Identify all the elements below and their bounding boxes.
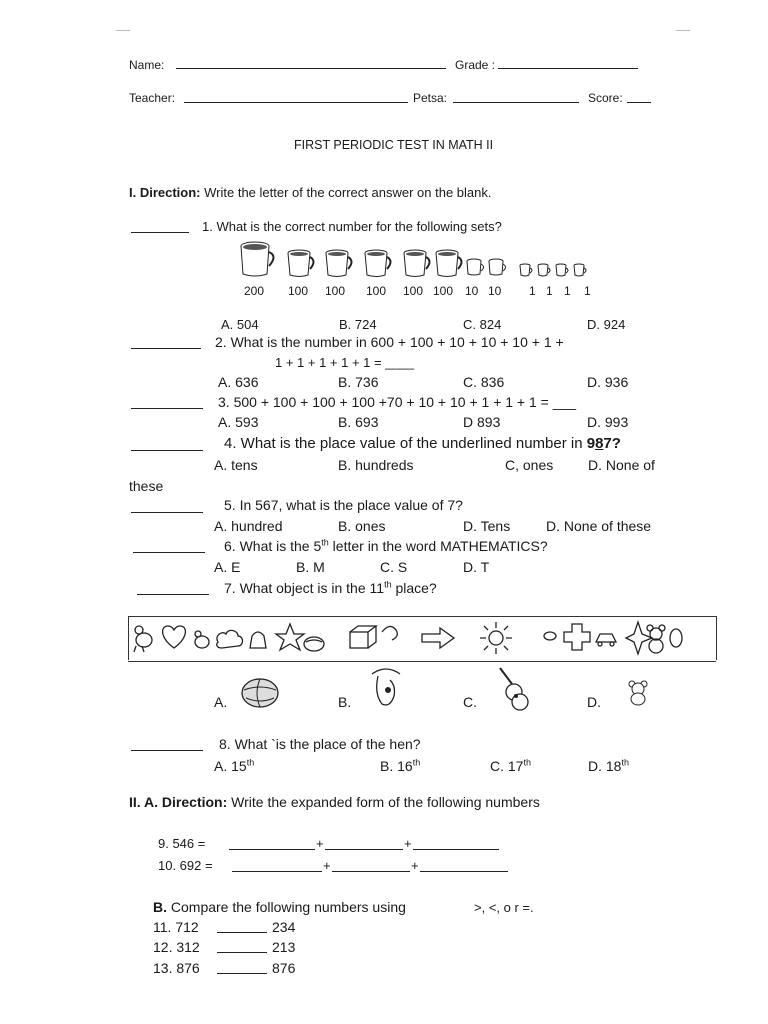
- set-value: 100: [325, 284, 346, 298]
- plus-sign: +: [316, 836, 324, 851]
- bird-icon: [195, 631, 209, 648]
- cloud-icon: [217, 630, 243, 648]
- set-value: 1: [546, 284, 553, 298]
- section1-direction-label: I. Direction:: [129, 185, 201, 200]
- q8-option-d-label: D. 18: [588, 758, 622, 774]
- bird-in-flight-icon: [366, 666, 406, 710]
- corner-mark-right: [676, 30, 690, 31]
- q4-digit-ones: 7?: [603, 435, 621, 452]
- q7-text-pre: 7. What object is in the 11: [224, 580, 385, 596]
- q6-text-pre: 6. What is the 5: [224, 538, 322, 554]
- plus-sign: +: [411, 858, 419, 873]
- cup-icon: [537, 263, 553, 277]
- q2-text: 2. What is the number in 600 + 100 + 10 + 10 + 10 + 1 +: [215, 334, 564, 350]
- section1-direction: [129, 185, 491, 200]
- cup-icon: [555, 263, 571, 277]
- cup-icon: [519, 263, 535, 277]
- q8-option-a-label: A. 15: [214, 758, 247, 774]
- cup-icon: [363, 248, 395, 278]
- q1-text: 1. What is the correct number for the following sets?: [202, 219, 502, 234]
- section2-b-direction: [153, 899, 406, 915]
- q1-option-d[interactable]: D. 924: [587, 317, 626, 332]
- q2-option-c[interactable]: C. 836: [463, 374, 505, 390]
- q6-option-c[interactable]: C. S: [380, 559, 408, 575]
- q2-option-d[interactable]: D. 936: [587, 374, 629, 390]
- teacher-label: Teacher:: [129, 91, 176, 105]
- cup-icon: [573, 263, 589, 277]
- expanded-9-blank-2[interactable]: [325, 849, 403, 850]
- q7-text: [224, 580, 437, 596]
- q8-answer-blank[interactable]: [131, 750, 203, 751]
- set-value: 100: [366, 284, 387, 298]
- car-icon: [596, 634, 616, 646]
- petsa-label: Petsa:: [413, 91, 448, 105]
- q7-option-b[interactable]: B.: [338, 694, 352, 710]
- cup-icon: [402, 248, 434, 278]
- q4-text-main: 4. What is the place value of the underlined number in: [224, 435, 587, 452]
- compare-item-11-left: 11. 712: [153, 919, 199, 935]
- grade-blank[interactable]: [498, 68, 638, 69]
- q1-answer-blank[interactable]: [131, 232, 189, 233]
- set-value: 1: [529, 284, 536, 298]
- star-icon: [276, 624, 304, 650]
- hen-icon: [134, 626, 152, 652]
- bell-icon: [250, 632, 266, 648]
- name-label: Name:: [129, 58, 165, 72]
- q8-option-a-sup: th: [246, 757, 255, 768]
- expanded-9-blank-1[interactable]: [229, 849, 315, 850]
- cup-icon: [324, 248, 356, 278]
- q7-text-post: place?: [391, 580, 437, 596]
- q8-option-c-sup: th: [523, 757, 531, 768]
- compare-item-11-right: 234: [272, 919, 296, 935]
- section2-direction-text: Write the expanded form of the following numbers: [227, 794, 540, 810]
- expanded-10-blank-1[interactable]: [232, 871, 322, 872]
- compare-12-blank[interactable]: [217, 952, 267, 953]
- teddy-bear-icon: [626, 680, 650, 706]
- q6-answer-blank[interactable]: [133, 552, 205, 553]
- compare-item-12-left: 12. 312: [153, 939, 200, 955]
- q3-option-d[interactable]: D. 993: [587, 414, 629, 430]
- q8-option-a[interactable]: [214, 758, 254, 774]
- cup-icon: [434, 248, 466, 278]
- q8-option-d[interactable]: [588, 758, 629, 774]
- q4-option-d-overflow: these: [129, 478, 164, 494]
- section2-direction-label: II. A. Direction:: [129, 794, 228, 810]
- q4-option-a[interactable]: A. tens: [214, 457, 258, 473]
- set-value: 100: [288, 284, 309, 298]
- q5-option-b[interactable]: B. ones: [338, 518, 386, 534]
- set-value: 1: [564, 284, 571, 298]
- set-value: 100: [433, 284, 454, 298]
- q2-answer-blank[interactable]: [131, 348, 201, 349]
- q5-option-a[interactable]: A. hundred: [214, 518, 283, 534]
- q4-answer-blank[interactable]: [131, 450, 203, 451]
- q6-superscript: th: [321, 537, 329, 548]
- q8-option-b[interactable]: [380, 758, 420, 774]
- q6-text-post: letter in the word MATHEMATICS?: [328, 538, 548, 554]
- q4-number: [587, 435, 621, 452]
- q1-option-c[interactable]: C. 824: [463, 317, 502, 332]
- section1-direction-text: Write the letter of the correct answer on the blank.: [200, 185, 492, 200]
- strip-left-edge: [128, 616, 129, 660]
- expanded-10-blank-2[interactable]: [332, 871, 410, 872]
- petsa-blank[interactable]: [453, 102, 579, 103]
- compare-symbols: >, <, o r =.: [474, 900, 534, 915]
- ball-icon: [240, 676, 280, 710]
- heart-icon: [163, 626, 186, 648]
- q1-option-a[interactable]: A. 504: [221, 317, 259, 332]
- q5-answer-blank[interactable]: [131, 512, 203, 513]
- q8-option-b-label: B. 16: [380, 758, 413, 774]
- q4-digit-underlined: 8: [595, 435, 604, 452]
- q3-option-a[interactable]: A. 593: [218, 414, 259, 430]
- sun-icon: [480, 622, 512, 654]
- q7-answer-blank[interactable]: [137, 594, 209, 595]
- q3-option-c[interactable]: D 893: [463, 414, 501, 430]
- compare-item-13-left: 13. 876: [153, 960, 200, 976]
- q4-digit-hundreds: 9: [586, 435, 596, 452]
- set-value: 1: [584, 284, 591, 298]
- teacher-blank[interactable]: [184, 102, 408, 103]
- plus-sign: +: [404, 836, 412, 851]
- four-point-star-icon: [626, 622, 652, 654]
- q8-option-c[interactable]: [490, 758, 531, 774]
- set-value: 10: [488, 284, 502, 298]
- page-title: FIRST PERIODIC TEST IN MATH II: [294, 138, 494, 152]
- q4-option-d[interactable]: D. None of: [588, 457, 655, 473]
- q2-option-b[interactable]: B. 736: [338, 374, 379, 390]
- cross-icon: [564, 624, 590, 650]
- cup-icon: [488, 258, 508, 276]
- compare-11-blank[interactable]: [217, 932, 267, 933]
- q8-option-c-label: C. 17: [490, 758, 524, 774]
- compare-item-13-right: 876: [272, 960, 296, 976]
- pig-icon: [544, 632, 556, 640]
- q3-option-b[interactable]: B. 693: [338, 414, 379, 430]
- score-blank[interactable]: [627, 102, 651, 103]
- cup-icon: [466, 258, 486, 276]
- cup-icon: [238, 240, 278, 278]
- section2-b-label: B.: [153, 899, 167, 915]
- q3-text: 3. 500 + 100 + 100 + 100 +70 + 10 + 10 + 1 + 1 + 1 = ___: [218, 394, 577, 410]
- expanded-9-blank-3[interactable]: [413, 849, 499, 850]
- q7-option-d[interactable]: D.: [587, 694, 601, 710]
- q6-text: [224, 538, 548, 554]
- cup-icon: [286, 248, 318, 278]
- set-value: 10: [465, 284, 479, 298]
- q7-superscript: th: [384, 579, 392, 590]
- q6-option-b[interactable]: B. M: [296, 559, 325, 575]
- q7-option-a[interactable]: A.: [214, 694, 228, 710]
- bird-in-flight-icon: [382, 626, 397, 640]
- q5-option-c[interactable]: D. Tens: [463, 518, 511, 534]
- q7-option-c[interactable]: C.: [463, 694, 477, 710]
- guitar-icon: [490, 662, 530, 712]
- q6-option-a[interactable]: A. E: [214, 559, 241, 575]
- q3-answer-blank[interactable]: [131, 408, 203, 409]
- corner-mark-left: [116, 30, 130, 31]
- arrow-icon: [422, 628, 454, 648]
- q2-text-line2: 1 + 1 + 1 + 1 + 1 = ____: [275, 355, 415, 370]
- compare-13-blank[interactable]: [217, 973, 267, 974]
- grade-label: Grade :: [455, 58, 496, 72]
- score-label: Score:: [588, 91, 623, 105]
- set-value: 100: [403, 284, 424, 298]
- plus-sign: +: [323, 858, 331, 873]
- compare-item-12-right: 213: [272, 939, 296, 955]
- expanded-item-9: 9. 546 =: [158, 836, 206, 851]
- box-icon: [350, 626, 376, 648]
- q8-option-d-sup: th: [621, 757, 629, 768]
- strip-right-edge: [716, 616, 717, 660]
- q8-text: 8. What `is the place of the hen?: [219, 736, 421, 752]
- set-value: 200: [244, 284, 265, 298]
- q2-option-a[interactable]: A. 636: [218, 374, 259, 390]
- ball-icon: [304, 637, 324, 651]
- expanded-item-10: 10. 692 =: [158, 858, 213, 873]
- q5-option-d[interactable]: D. None of these: [546, 518, 652, 534]
- q4-option-b[interactable]: B. hundreds: [338, 457, 414, 473]
- q8-option-b-sup: th: [412, 757, 421, 768]
- name-blank[interactable]: [176, 68, 446, 69]
- q4-option-c[interactable]: C, ones: [505, 457, 554, 473]
- object-sequence-icons: [130, 618, 714, 658]
- oval-icon: [670, 629, 682, 647]
- q1-option-b[interactable]: B. 724: [339, 317, 377, 332]
- q4-text: [224, 435, 621, 452]
- expanded-10-blank-3[interactable]: [420, 871, 508, 872]
- q5-text: 5. In 567, what is the place value of 7?: [224, 497, 463, 513]
- section2-direction: [129, 794, 540, 810]
- section2-b-text: Compare the following numbers using: [167, 899, 406, 915]
- q6-option-d[interactable]: D. T: [463, 559, 490, 575]
